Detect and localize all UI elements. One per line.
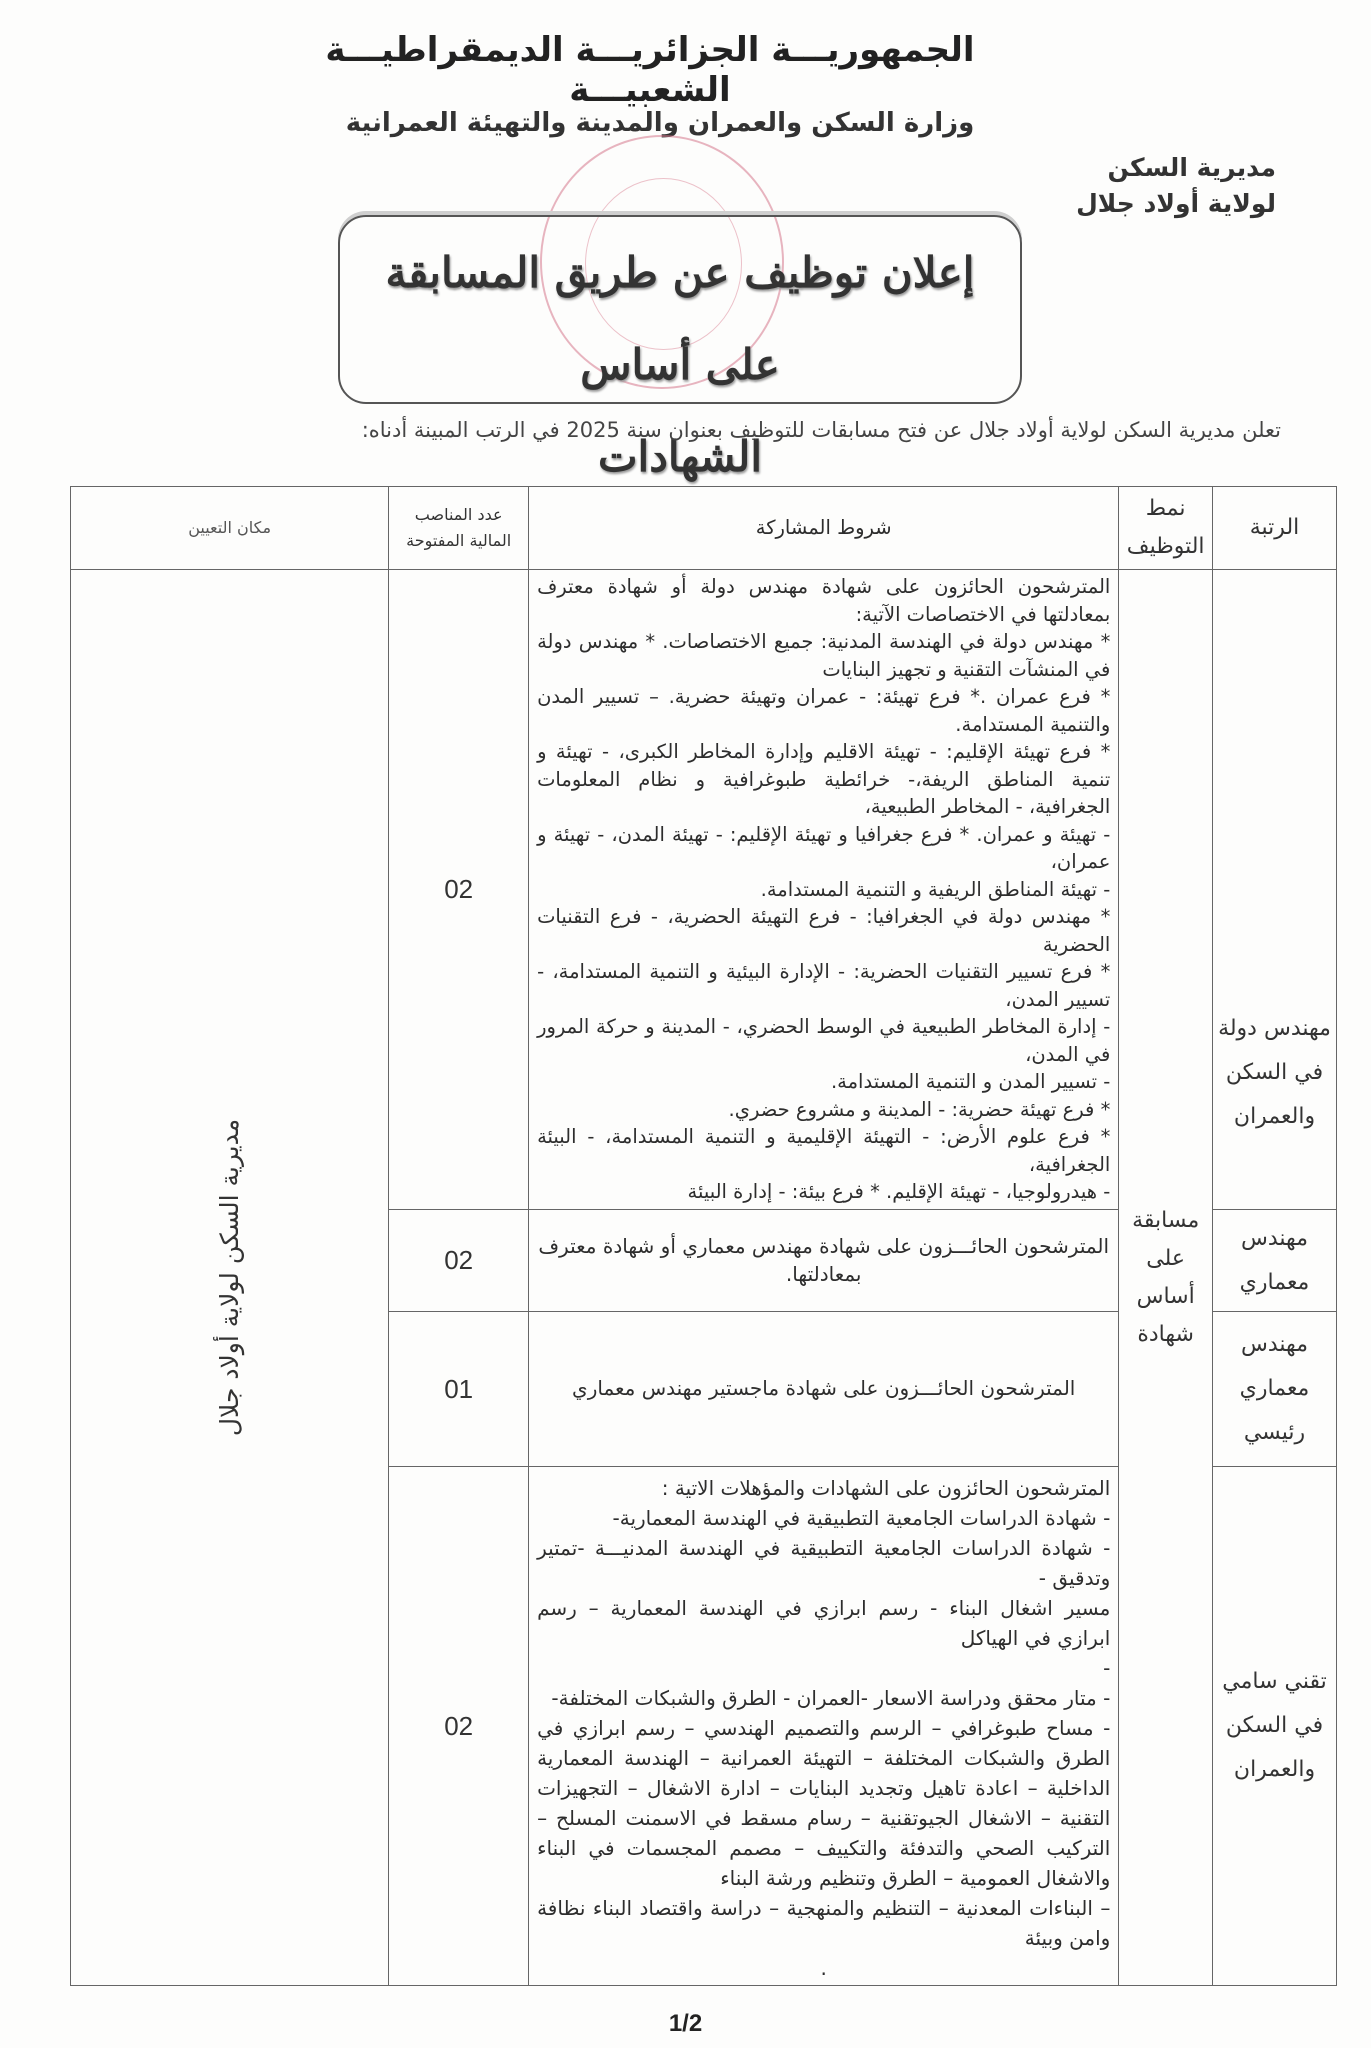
- place-cell: [71, 570, 389, 1986]
- rank-line: معماري: [1239, 1376, 1310, 1401]
- condition-line: * فرع تهيئة حضرية: - المدينة و مشروع حضري.: [728, 1097, 1111, 1121]
- directorate-line-2: لولاية أولاد جلال: [1076, 189, 1276, 218]
- condition-line: * مهندس دولة في الجغرافيا: - فرع التهيئة الحضرية، - فرع التقنيات الحضرية: [537, 905, 1111, 956]
- header-conditions: شروط المشاركة: [529, 487, 1119, 570]
- condition-line: * فرع تسيير التقنيات الحضرية: - الإدارة البيئية و التنمية المستدامة، - تسيير المدن،: [537, 960, 1111, 1011]
- condition-line: المترشحون الحائزون على الشهادات والمؤهلات الاتية :: [661, 1476, 1111, 1500]
- conditions-cell: [529, 1312, 1119, 1467]
- directorate-line-1: مديرية السكن: [1107, 153, 1276, 182]
- condition-line: – البناءات المعدنية – التنظيم والمنهجية – دراسة واقتصاد البناء نظافة وامن وبيئة: [537, 1896, 1111, 1950]
- condition-line: - إدارة المخاطر الطبيعية في الوسط الحضري، - المدينة و حركة المرور في المدن،: [537, 1015, 1111, 1066]
- intro-paragraph: تعلن مديرية السكن لولاية أولاد جلال عن فتح مسابقات للتوظيف بعنوان سنة 2025 في الرتب المبينة أدناه:: [361, 418, 1281, 442]
- rank-line: في السكن: [1225, 1060, 1324, 1085]
- rank-cell: [1213, 1312, 1337, 1467]
- condition-line: - تسيير المدن و التنمية المستدامة.: [830, 1070, 1111, 1094]
- condition-line: - تهيئة و عمران. * فرع جغرافيا و تهيئة الإقليم: - تهيئة المدن، - تهيئة و عمران،: [537, 822, 1111, 874]
- rank-line: تقني سامي: [1222, 1669, 1327, 1694]
- rank-cell: [1213, 1467, 1337, 1986]
- open-posts-cell: 01: [389, 1312, 529, 1467]
- condition-line: - شهادة الدراسات الجامعية التطبيقية في الهندسة المدنيـــة -تمتير وتدقيق -: [537, 1536, 1111, 1590]
- condition-line: * فرع تهيئة الإقليم: - تهيئة الاقليم وإدارة المخاطر الكبرى، - تهيئة و تنمية المناطق الريفة،- خرائطية طبوغرافية و نظام المعلومات الجغرافية، - المخاطر الطبيعية،: [537, 740, 1111, 819]
- header-mode-line-2: التوظيف: [1126, 534, 1205, 559]
- ministry-header: وزارة السكن والعمران والمدينة والتهيئة العمرانية: [345, 108, 975, 138]
- rank-line: في السكن: [1225, 1713, 1324, 1738]
- rank-line: معماري: [1239, 1269, 1310, 1295]
- table-header-row: [71, 487, 1337, 570]
- rank-line: مهندس: [1241, 1332, 1308, 1357]
- rank-line: والعمران: [1233, 1757, 1316, 1782]
- condition-line: - شهادة الدراسات الجامعية التطبيقية في الهندسة المعمارية-: [612, 1506, 1111, 1530]
- rank-cell: [1213, 1210, 1337, 1312]
- rank-line: مهندس دولة: [1218, 1016, 1331, 1041]
- title-line-2: الشهادات: [597, 432, 762, 481]
- announcement-title: [340, 217, 1020, 503]
- header-posts-line-1: عدد المناصب: [414, 505, 503, 524]
- recruitment-mode-cell: [1119, 570, 1213, 1986]
- mode-line: مسابقة: [1132, 1207, 1200, 1233]
- condition-line: المترشحون الحائزون على شهادة مهندس دولة أو شهادة معترف بمعادلتها في الاختصاصات الآتية:: [537, 575, 1111, 626]
- condition-line: * مهندس دولة في الهندسة المدنية: جميع الاختصاصات. * مهندس دولة في المنشآت التقنية و تجهيز البنايات: [537, 630, 1111, 681]
- conditions-cell: [529, 1467, 1119, 1986]
- condition-line: -: [1103, 1656, 1111, 1680]
- rank-line: رئيسي: [1243, 1420, 1306, 1445]
- republic-header: الجمهوريـــة الجزائريـــة الديمقراطيـــة الشعبيـــة: [325, 30, 975, 110]
- mode-line: على: [1146, 1245, 1186, 1271]
- header-place: مكان التعيين: [71, 487, 389, 570]
- conditions-cell: [529, 570, 1119, 1210]
- rank-line: والعمران: [1233, 1104, 1316, 1129]
- recruitment-table: [70, 486, 1337, 1986]
- condition-line: المترشحون الحائـــزون على شهادة ماجستير مهندس معماري: [572, 1376, 1076, 1401]
- open-posts-cell: 02: [389, 1210, 529, 1312]
- table-row: [71, 570, 1337, 1210]
- header-posts-line-2: المالية المفتوحة: [406, 531, 512, 550]
- condition-line: .: [820, 1956, 827, 1980]
- conditions-cell: [529, 1210, 1119, 1312]
- place-value: مديرية السكن لولاية أولاد جلال: [215, 1118, 245, 1437]
- open-posts-cell: 02: [389, 570, 529, 1210]
- condition-line: - مساح طبوغرافي – الرسم والتصميم الهندسي – رسم ابرازي في الطرق والشبكات المختلفة – التهيئة العمرانية – الهندسة المعمارية الداخلية – اعادة تاهيل وتجديد البنايات – ادارة الاشغال – التجهيزات التقنية – الاشغال الجيوتقنية – رسام مسقط في الاسمنت المسلح – التركيب الصحي والتدفئة والتكييف – مصمم المجسمات في البناء والاشغال العمومية – الطرق وتنظيم ورشة البناء: [537, 1716, 1111, 1890]
- rank-line: مهندس: [1241, 1225, 1308, 1251]
- mode-line: أساس: [1136, 1283, 1195, 1309]
- rank-cell: [1213, 570, 1337, 1210]
- header-mode-line-1: نمط: [1145, 496, 1186, 521]
- condition-line: المترشحون الحائـــزون على شهادة مهندس معماري أو شهادة معترف بمعادلتها.: [538, 1234, 1110, 1286]
- condition-line: * فرع علوم الأرض: - التهيئة الإقليمية و التنمية المستدامة، - البيئة الجغرافية،: [537, 1125, 1111, 1176]
- header-recruitment-mode: [1119, 487, 1213, 570]
- condition-line: - تهيئة المناطق الريفية و التنمية المستدامة.: [760, 877, 1111, 901]
- title-line-1: إعلان توظيف عن طريق المسابقة على أساس: [385, 248, 975, 389]
- condition-line: - متار محقق ودراسة الاسعار -العمران - الطرق والشبكات المختلفة-: [551, 1686, 1111, 1710]
- header-rank: الرتبة: [1213, 487, 1337, 570]
- condition-line: - هيدرولوجيا، - تهيئة الإقليم. * فرع بيئة: - إدارة البيئة: [687, 1180, 1111, 1204]
- page-number: 1/2: [668, 2010, 703, 2037]
- condition-line: مسير اشغال البناء - رسم ابرازي في الهندسة المعمارية – رسم ابرازي في الهياكل: [537, 1596, 1111, 1650]
- condition-line: * فرع عمران .* فرع تهيئة: - عمران وتهيئة حضرية. – تسيير المدن والتنمية المستدامة.: [537, 685, 1111, 736]
- header-open-posts: [389, 487, 529, 570]
- mode-line: شهادة: [1137, 1321, 1194, 1347]
- directorate-header: [1076, 150, 1276, 222]
- open-posts-cell: 02: [389, 1467, 529, 1986]
